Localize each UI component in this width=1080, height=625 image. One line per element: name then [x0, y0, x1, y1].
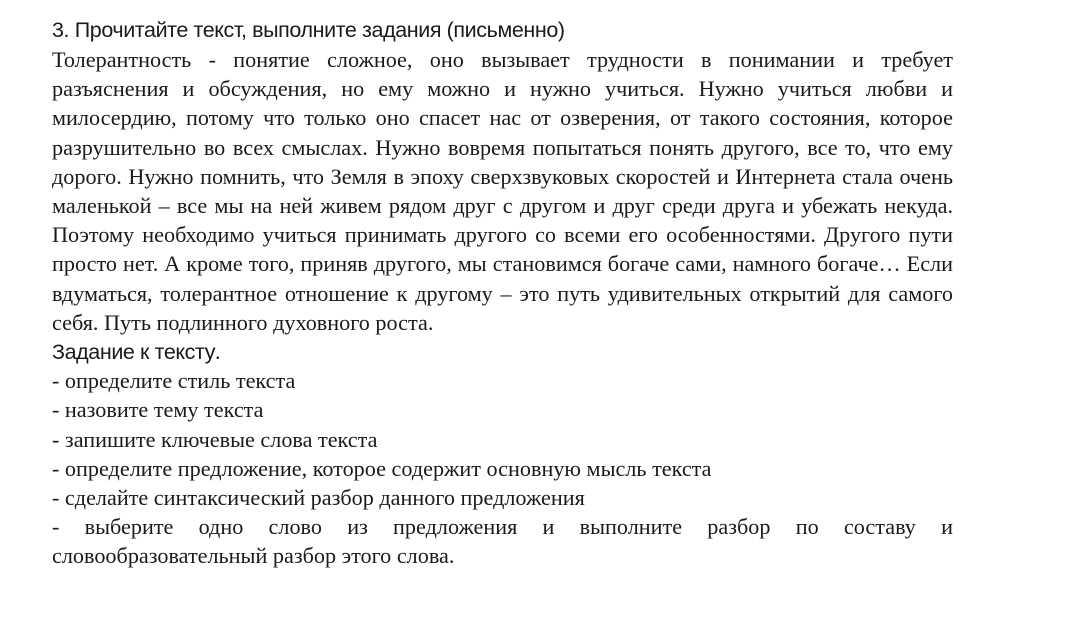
task-list [52, 366, 953, 570]
task-item: - выберите одно слово из предложения и выполните разбор по составу и словообразовательный разбор этого слова. [52, 514, 953, 569]
task-item: - назовите тему текста [52, 397, 264, 423]
task-item: - определите стиль текста [52, 368, 296, 394]
task-title: Задание к тексту [52, 340, 216, 365]
task-item: - сделайте синтаксический разбор данного предложения [52, 485, 585, 511]
task-item: - запишите ключевые слова текста [52, 426, 378, 452]
task-header [52, 337, 953, 366]
task-item: - определите предложение, которое содержит основную мысль текста [52, 455, 712, 481]
reading-passage: Толерантность - понятие сложное, оно вызывает трудности в понимании и требует разъяснения и обсуждения, но ему можно и нужно учиться. Нужно учиться любви и милосердию, потому что только оно спасет нас от озверения, от такого состояния, которое разрушительно во всех смыслах. Нужно вовремя попытаться понять другого, все то, что ему дорого. Нужно помнить, что Земля в эпоху сверхзвуковых скоростей и Интернета стала очень маленькой – все мы на ней живем рядом друг с другом и друг среди друга и убежать некуда. Поэтому необходимо учиться принимать другого со всеми его особенностями. Другого пути просто нет. А кроме того, приняв другого, мы становимся богаче сами, намного богаче… Если вдуматься, толерантное отношение к другому – это путь удивительных открытий для самого себя. Путь подлинного духовного роста. [52, 47, 953, 335]
document-page [52, 16, 953, 571]
task-title-suffix: . [215, 339, 221, 365]
exercise-heading: 3. Прочитайте текст, выполните задания (письменно) [52, 18, 565, 42]
